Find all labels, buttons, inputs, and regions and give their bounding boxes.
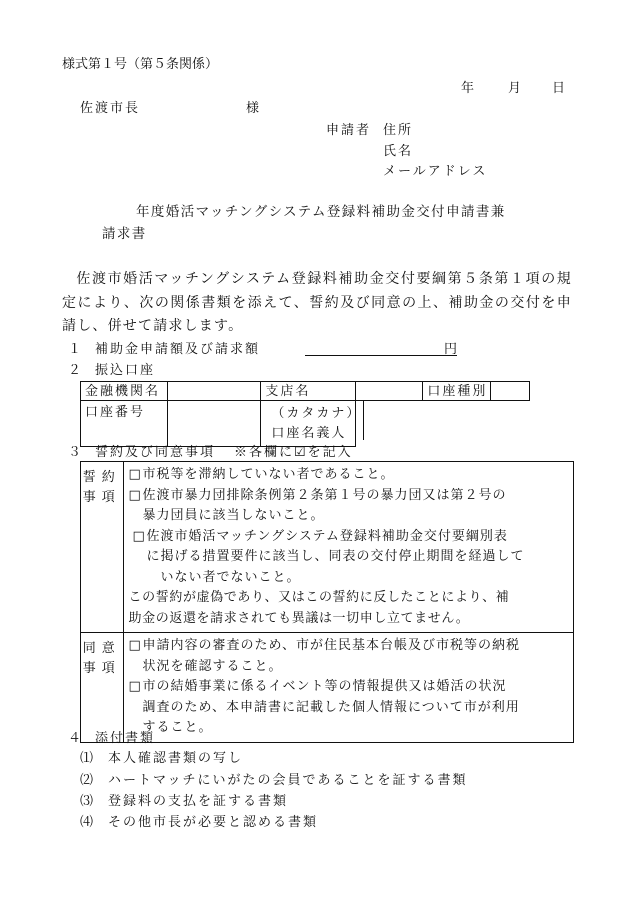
consent-item-2-line2: 調査のため、本申請書に記載した個人情報について市が利用: [142, 699, 520, 715]
consent-item-2-line1: 市の結婚事業に係るイベント等の情報提供又は婚活の状況: [142, 679, 507, 694]
pledge-consent-table: [80, 461, 574, 746]
branch-cell[interactable]: [356, 382, 423, 401]
pledge-label-2: 事項: [82, 490, 121, 505]
consent-label-1: 同意: [82, 641, 121, 656]
applicant-name: 氏名: [383, 144, 414, 159]
pledge-note-line2: 助金の返還を請求されても異議は一切申し立てません。: [128, 610, 470, 626]
holder-label-cell: [261, 401, 362, 447]
attachment-1-number: ⑴: [80, 751, 94, 766]
checkbox-icon[interactable]: □: [128, 487, 142, 503]
holder-label: 口座名義人: [271, 425, 347, 441]
consent-item-2: [129, 677, 571, 739]
form-label: 様式第１号（第５条関係）: [62, 57, 219, 72]
section3-label: 誓約及び同意事項: [95, 445, 216, 460]
title-line2: 請求書: [102, 226, 147, 242]
consent-side-label: [81, 633, 124, 743]
section1-label: 補助金申請額及び請求額: [95, 342, 261, 357]
checkbox-icon[interactable]: □: [132, 528, 146, 544]
date-day: 日: [552, 81, 566, 96]
pledge-item-3: [129, 527, 571, 589]
consent-item-1-line1: 申請内容の審査のため、市が住民基本台帳及び市税等の納税: [142, 638, 521, 653]
account-number-label: 口座番号: [81, 401, 168, 447]
pledge-item-2: [129, 486, 571, 527]
attachment-2-text: ハートマッチにいがたの会員であることを証する書類: [108, 773, 468, 788]
section2-number: ２: [68, 363, 82, 378]
section3-note: ※各欄に☑を記入: [234, 445, 353, 460]
consent-item-1: [129, 636, 571, 677]
checkbox-icon[interactable]: □: [128, 638, 142, 653]
consent-label-2: 事項: [82, 661, 121, 676]
pledge-item-3-line2: に掲げる措置要件に該当し、同表の交付停止期間を経過して: [146, 549, 525, 564]
attachment-1-text: 本人確認書類の写し: [108, 751, 244, 766]
addressee-name: 佐渡市長: [80, 101, 141, 116]
holder-cell[interactable]: [356, 401, 530, 447]
account-type-cell[interactable]: [490, 382, 529, 401]
pledge-item-3-line3: いない者でないこと。: [160, 569, 301, 585]
section1-number: １: [68, 342, 82, 357]
attachment-4-number: ⑷: [80, 815, 94, 830]
pledge-item-2-line2: 暴力団員に該当しないこと。: [142, 508, 325, 523]
section4-number: ４: [68, 731, 82, 746]
account-type-label: 口座種別: [423, 382, 490, 401]
checkbox-icon[interactable]: □: [128, 679, 142, 694]
account-number-cell[interactable]: [167, 401, 260, 447]
section3-number: ３: [68, 445, 82, 460]
consent-item-1-line2: 状況を確認すること。: [142, 658, 283, 674]
date-month: 月: [508, 81, 522, 96]
consent-items: [123, 633, 573, 743]
branch-label: 支店名: [261, 382, 356, 401]
attachment-2-number: ⑵: [80, 773, 94, 788]
pledge-item-2-line1: 佐渡市暴力団排除条例第２条第１号の暴力団又は第２号の: [142, 487, 507, 503]
katakana-label: （カタカナ）: [271, 405, 362, 421]
date-year: 年: [461, 81, 475, 96]
bank-name-label: 金融機関名: [81, 382, 168, 401]
amount-field[interactable]: [305, 354, 457, 356]
section4-label: 添付書類: [95, 731, 156, 746]
attachment-3-text: 登録料の支払を証する書類: [108, 794, 289, 809]
holder-divider: [363, 400, 364, 440]
pledge-note-line1: この誓約が虚偽であり、又はこの誓約に反したことにより、補: [128, 590, 510, 605]
pledge-item-1: [129, 465, 571, 486]
applicant-email: メールアドレス: [383, 164, 488, 179]
pledge-side-label: [81, 462, 124, 633]
applicant-label: 申請者: [326, 123, 372, 138]
title-line1: 年度婚活マッチングシステム登録料補助金交付申請書兼: [136, 204, 506, 220]
intro-paragraph: [62, 268, 572, 339]
applicant-address: 住所: [383, 123, 414, 138]
pledge-item-3-line1: 佐渡市婚活マッチングシステム登録料補助金交付要綱別表: [146, 528, 508, 544]
attachment-4-text: その他市長が必要と認める書類: [108, 815, 319, 830]
pledge-item-1-text: 市税等を滞納していない者であること。: [142, 467, 395, 482]
bank-account-table: [80, 381, 530, 447]
intro-text: 佐渡市婚活マッチングシステム登録料補助金交付要綱第５条第１項の規定により、次の関係書類を添えて、誓約及び同意の上、補助金の交付を申請し、併せて請求します。: [62, 271, 572, 334]
checkbox-icon[interactable]: □: [128, 467, 142, 482]
addressee-honorific: 様: [246, 101, 260, 116]
bank-name-cell[interactable]: [167, 382, 260, 401]
section2-label: 振込口座: [95, 363, 156, 378]
pledge-items: [123, 462, 573, 633]
pledge-label-1: 誓約: [82, 470, 121, 485]
consent-item-2-line3: すること。: [142, 720, 213, 735]
attachment-3-number: ⑶: [80, 794, 94, 809]
section1-unit: 円: [444, 342, 458, 357]
